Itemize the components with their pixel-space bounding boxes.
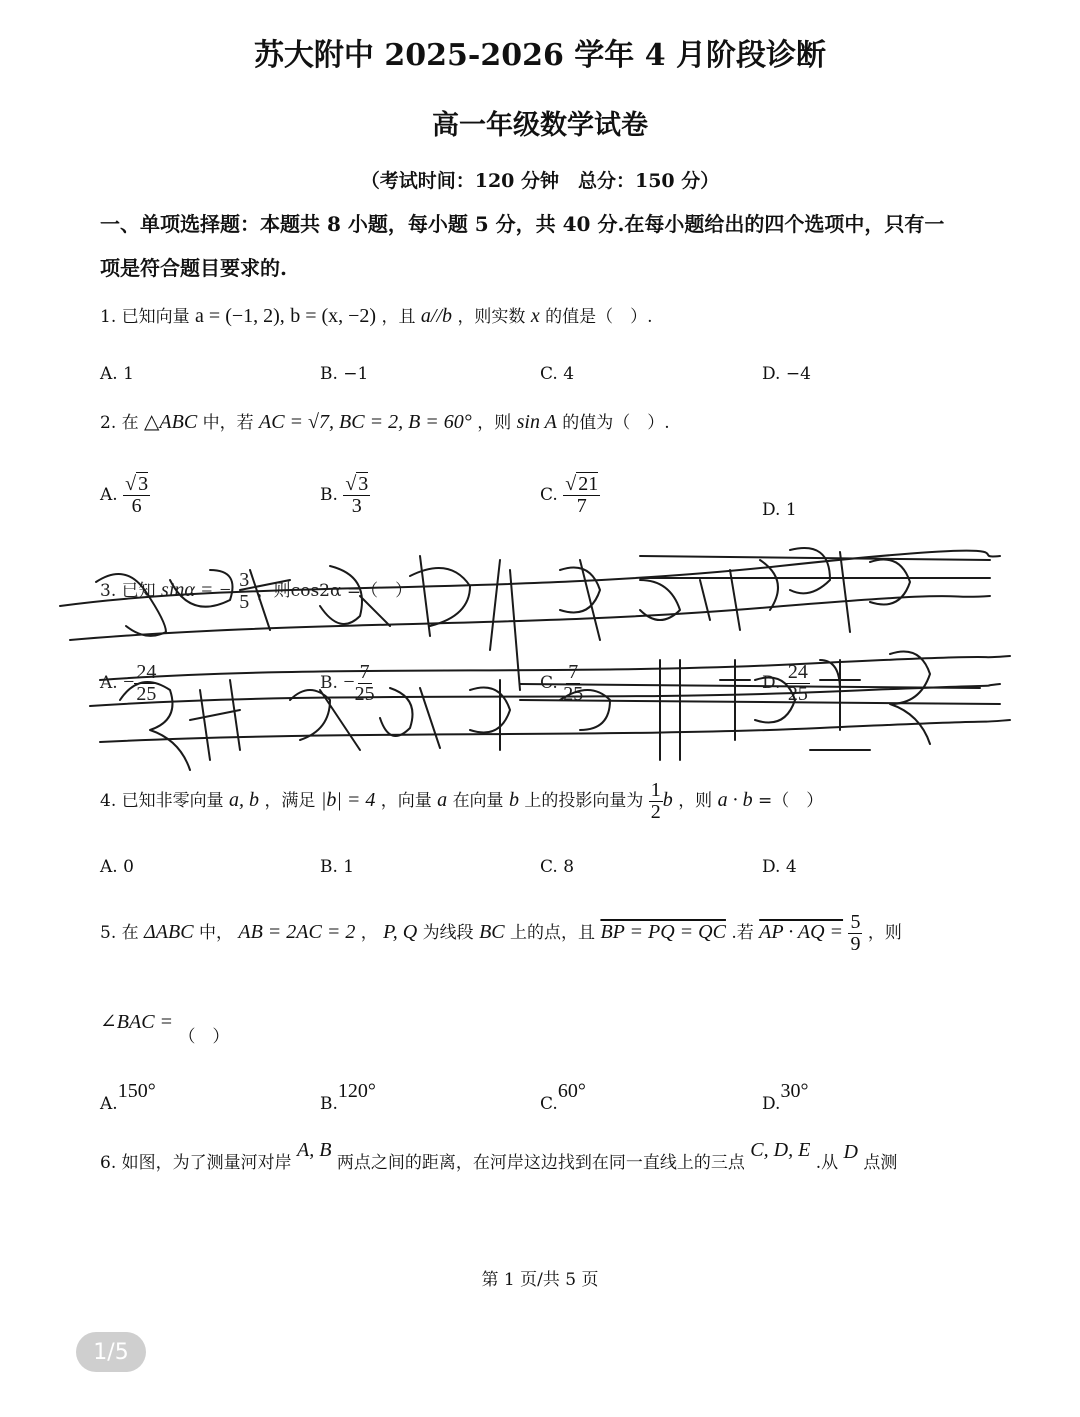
q6-text4: 点测 (863, 1153, 898, 1173)
q2-c-den: 7 (576, 495, 587, 517)
q5-dot: AP · AQ = (759, 921, 844, 943)
q3-option-c: C. $\frac{7}{25}$ (540, 661, 584, 705)
q4-proj-num: 1 (650, 779, 661, 801)
q4-mid5: ，则 (678, 791, 713, 811)
q5-vector-equality: BP = PQ = QC (600, 921, 726, 943)
q4-option-b: B. 1 (320, 857, 355, 877)
q1-option-a: A. 1 (100, 364, 134, 384)
q5-mid3: 为线段 (422, 923, 474, 943)
q2-b-num: 3 (358, 473, 369, 495)
q5-option-d: D.30° (762, 1080, 809, 1114)
q4-option-d: D. 4 (762, 857, 797, 877)
q1-vector-b: b = (x, −2) (290, 305, 377, 327)
question-6 (100, 1139, 898, 1174)
q4-vec-a: a (437, 789, 448, 811)
q4-norm: |b| = 4 (320, 789, 376, 811)
q4-proj-vec: b (662, 789, 673, 811)
q4-option-a: A. 0 (100, 857, 134, 877)
q4-dot: a · b (717, 789, 753, 811)
q1-mid: ，且 (381, 307, 416, 327)
q5-angle: ∠BAC = (100, 1011, 174, 1033)
question-5 (100, 912, 902, 955)
q2-option-d: D. 1 (762, 500, 797, 520)
q4-mid2: ，向量 (380, 791, 432, 811)
q4-prefix: 4. 已知非零向量 (100, 791, 224, 811)
q5-mid5: .若 (731, 923, 754, 943)
q2-c-num: 21 (578, 473, 599, 495)
q1-var: x (530, 305, 540, 327)
q5-bc: BC (479, 921, 505, 943)
q6-text3: .从 (815, 1153, 839, 1173)
q1-option-d: D. −4 (762, 364, 811, 384)
question-1: 1. 已知向量 a = (−1, 2), b = (x, −2) ，且 a//b ，则实数 x 的值是（ ）. (100, 305, 653, 327)
q4-vectors: a, b (229, 789, 260, 811)
q2-a-den: 6 (131, 495, 142, 517)
q1-prefix: 1. 已知向量 (100, 307, 190, 327)
q4-option-c: C. 8 (540, 857, 575, 877)
q3-frac-num: 3 (239, 569, 250, 591)
q2-mid2: ，则 (477, 413, 512, 433)
section-heading-line2: 项是符合题目要求的. (100, 256, 287, 280)
q3-prefix: 3. 已知 (100, 581, 156, 601)
q6-text1: 6. 如图，为了测量河对岸 (100, 1153, 292, 1173)
page-indicator[interactable]: 1/5 (76, 1332, 146, 1372)
q4-proj-den: 2 (650, 801, 661, 823)
q5-option-c: C.60° (540, 1080, 586, 1114)
q4-mid4: 上的投影向量为 (524, 791, 644, 811)
q5-b-value: 120° (337, 1080, 376, 1102)
q2-option-b: B. $\frac{√ 3}{3}$ (320, 473, 369, 517)
q2-a-num: 3 (138, 473, 149, 495)
q2-mid: 中，若 (202, 413, 254, 433)
q2-prefix: 2. 在 (100, 413, 139, 433)
q3-suffix: ，则cos2α =（ ） (256, 581, 413, 601)
q3-option-a: A. − $\frac{24}{25}$ (100, 661, 157, 705)
question-3 (100, 570, 412, 613)
q2-b-den: 3 (351, 495, 362, 517)
q5-mid4: 上的点，且 (510, 923, 596, 943)
q4-end: =（ ） (758, 791, 824, 811)
q4-mid3: 在向量 (452, 791, 504, 811)
q2-end: 的值为（ ）. (562, 413, 670, 433)
exam-title: 苏大附中 2025-2026 学年 4 月阶段诊断 (253, 38, 827, 73)
q2-option-a: A. $\frac{√ 3}{6}$ (100, 473, 149, 517)
q1-suffix: ，则实数 (457, 307, 526, 327)
q6-text2: 两点之间的距离，在河岸这边找到在同一直线上的三点 (336, 1153, 745, 1173)
q1-parallel: a//b (420, 305, 453, 327)
q4-mid: ，满足 (264, 791, 316, 811)
q5-mid2: ， (360, 923, 378, 943)
q5-prefix: 5. 在 (100, 923, 139, 943)
q5-a-value: 150° (117, 1080, 156, 1102)
q2-option-c: C. $\frac{√ 21}{7}$ (540, 473, 599, 517)
q5-condition: AB = 2AC = 2 (238, 921, 356, 943)
question-2 (100, 408, 670, 434)
question-4 (100, 780, 823, 823)
q5-end: ，则 (867, 923, 902, 943)
exam-subtitle: 高一年级数学试卷 (432, 110, 648, 141)
q3-option-b: B. − $\frac{7}{25}$ (320, 661, 375, 705)
q1-vector-a: a = (−1, 2) (195, 305, 280, 327)
q3-frac-den: 5 (239, 591, 250, 613)
page-footer: 第 1 页/共 5 页 (481, 1270, 599, 1290)
q5-pq: P, Q (383, 921, 418, 943)
q5-mid: 中， (198, 923, 233, 943)
q6-ab: A, B (297, 1139, 332, 1161)
q5-frac-den: 9 (850, 933, 861, 955)
q5-frac-num: 5 (850, 911, 861, 933)
q5-c-value: 60° (557, 1080, 586, 1102)
q3-option-d: D. $\frac{24}{25}$ (762, 661, 808, 705)
q1-option-b: B. −1 (320, 364, 369, 384)
q6-cde: C, D, E (750, 1139, 811, 1161)
q2-condition: AC = √7, BC = 2, B = 60° (259, 411, 472, 433)
q5-angle-line (100, 1008, 230, 1047)
section-heading-line1: 一、单项选择题：本题共 8 小题，每小题 5 分，共 40 分.在每小题给出的四个选项中，只有一 (100, 212, 945, 236)
exam-info: （考试时间：120 分钟 总分：150 分） (360, 170, 720, 192)
q1-end: 的值是（ ）. (545, 307, 653, 327)
q5-option-a: A.150° (100, 1080, 156, 1114)
q5-triangle: ΔABC (144, 921, 194, 943)
q5-d-value: 30° (780, 1080, 809, 1102)
q6-d: D (843, 1141, 858, 1163)
q5-option-b: B.120° (320, 1080, 376, 1114)
q2-triangle: △ABC (144, 411, 198, 433)
q4-vec-b: b (508, 789, 519, 811)
q3-sin-label: sinα = − (161, 579, 232, 601)
q5-paren: （ ） (178, 1027, 230, 1047)
q1-option-c: C. 4 (540, 364, 575, 384)
q2-target: sin A (516, 411, 557, 433)
